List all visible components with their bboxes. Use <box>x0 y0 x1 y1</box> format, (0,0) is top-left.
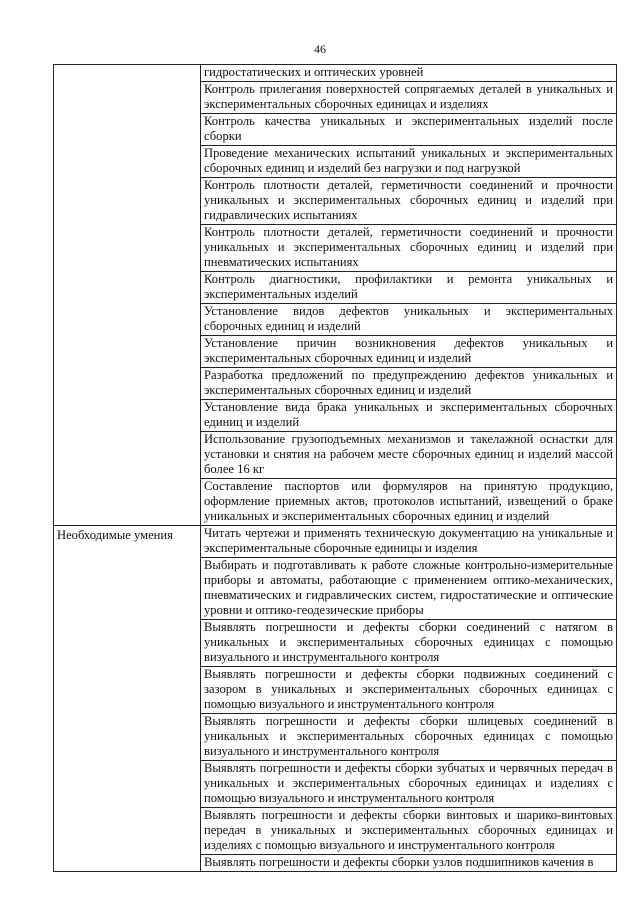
competency-table <box>53 64 617 872</box>
table-cell-item: Читать чертежи и применять техническую документацию на уникальные и экспериментальные сборочные единицы и изделия <box>201 526 617 558</box>
table-cell-item: Контроль плотности деталей, герметичности соединений и прочности уникальных и экспериментальных сборочных единиц и изделий при пневматических испытаниях <box>201 225 617 272</box>
table-cell-item: Контроль плотности деталей, герметичности соединений и прочности уникальных и экспериментальных сборочных единиц и изделий при гидравлических испытаниях <box>201 178 617 225</box>
table-cell-item: Составление паспортов или формуляров на принятую продукцию, оформление приемных актов, протоколов испытаний, извещений о браке уникальных и экспериментальных сборочных единиц и изделий <box>201 479 617 526</box>
table-cell-item: Контроль качества уникальных и экспериментальных изделий после сборки <box>201 114 617 146</box>
section-label-skills: Необходимые умения <box>54 526 201 872</box>
table-cell-item: Выявлять погрешности и дефекты сборки подвижных соединений с зазором в уникальных и экспериментальных сборочных единицах с помощью визуального и инструментального контроля <box>201 667 617 714</box>
table-row <box>54 65 617 82</box>
table-cell-item: Выявлять погрешности и дефекты сборки узлов подшипников качения в <box>201 855 617 872</box>
table-cell-item: Проведение механических испытаний уникальных и экспериментальных сборочных единиц и изделий без нагрузки и под нагрузкой <box>201 146 617 178</box>
page-number: 46 <box>314 42 326 56</box>
table-cell-item: Установление причин возникновения дефектов уникальных и экспериментальных сборочных единиц и изделий <box>201 336 617 368</box>
section-label-cell <box>54 65 201 526</box>
table-cell-item: Выявлять погрешности и дефекты сборки зубчатых и червячных передач в уникальных и экспериментальных сборочных единицах и изделиях с помощью визуального и инструментального контроля <box>201 761 617 808</box>
table-row <box>54 526 617 558</box>
table-cell-item: Выбирать и подготавливать к работе сложные контрольно-измерительные приборы и автоматы, работающие с применением оптико-механических, пневматических и гидравлических систем, гидростатические и оптические уровни и оптико-геодезические приборы <box>201 558 617 620</box>
table-cell-item: Использование грузоподъемных механизмов и такелажной оснастки для установки и снятия на рабочем месте сборочных единиц и изделий массой более 16 кг <box>201 432 617 479</box>
table-cell-item: Выявлять погрешности и дефекты сборки шлицевых соединений в уникальных и экспериментальных сборочных единицах с помощью визуального и инструментального контроля <box>201 714 617 761</box>
table-cell-item: Контроль прилегания поверхностей сопрягаемых деталей в уникальных и экспериментальных сборочных единицах и изделиях <box>201 82 617 114</box>
table-cell-item: Выявлять погрешности и дефекты сборки винтовых и шарико-винтовых передач в уникальных и экспериментальных сборочных единицах и изделиях с помощью визуального и инструментального контроля <box>201 808 617 855</box>
table-cell-item: Установление видов дефектов уникальных и экспериментальных сборочных единиц и изделий <box>201 304 617 336</box>
table-cell-item: Установление вида брака уникальных и экспериментальных сборочных единиц и изделий <box>201 400 617 432</box>
table-body <box>54 65 617 872</box>
table-cell-item: Выявлять погрешности и дефекты сборки соединений с натягом в уникальных и экспериментальных сборочных единицах с помощью визуального и инструментального контроля <box>201 620 617 667</box>
table-cell-item: гидростатических и оптических уровней <box>201 65 617 82</box>
table-cell-item: Контроль диагностики, профилактики и ремонта уникальных и экспериментальных изделий <box>201 272 617 304</box>
table-cell-item: Разработка предложений по предупреждению дефектов уникальных и экспериментальных сборочных единиц и изделий <box>201 368 617 400</box>
